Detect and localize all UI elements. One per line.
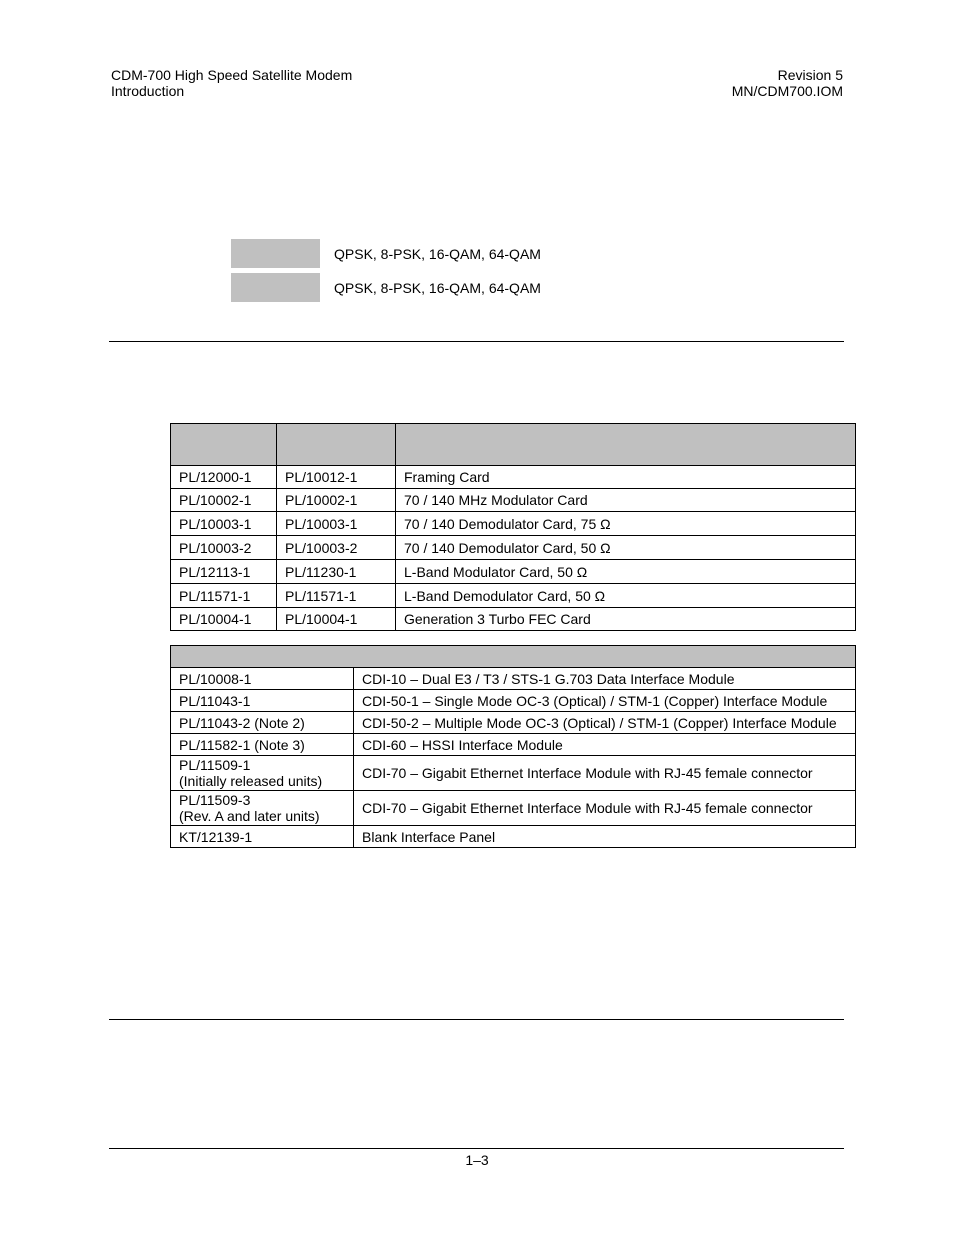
part-number: PL/11509-1 xyxy=(179,757,251,773)
footer-divider xyxy=(109,1148,844,1149)
table-header-cell xyxy=(277,424,396,466)
table-row xyxy=(171,690,856,712)
part-number-cell: PL/12113-1 xyxy=(171,560,277,584)
table-row xyxy=(171,668,856,690)
part-number-cell: PL/12000-1 xyxy=(171,466,277,489)
part-number-cell: PL/10003-2 xyxy=(277,536,396,560)
part-number-cell: PL/10002-1 xyxy=(171,489,277,512)
table-header-cell xyxy=(171,424,277,466)
interface-modules-table xyxy=(170,645,856,848)
table-row xyxy=(171,512,856,536)
modulation-types: QPSK, 8-PSK, 16-QAM, 64-QAM xyxy=(334,279,541,296)
part-number-cell: PL/11582-1 (Note 3) xyxy=(171,734,354,756)
modulation-types: QPSK, 8-PSK, 16-QAM, 64-QAM xyxy=(334,245,541,262)
modulation-label-cell xyxy=(231,273,320,302)
part-number-cell: PL/10004-1 xyxy=(277,608,396,631)
part-number-cell: PL/11043-2 (Note 2) xyxy=(171,712,354,734)
description-cell: Framing Card xyxy=(396,466,856,489)
part-number-cell: PL/10002-1 xyxy=(277,489,396,512)
table-row xyxy=(171,584,856,608)
part-number-cell: PL/11571-1 xyxy=(277,584,396,608)
revision-label: Revision 5 xyxy=(777,67,843,83)
description-cell: L-Band Demodulator Card, 50 Ω xyxy=(396,584,856,608)
description-cell: CDI-10 – Dual E3 / T3 / STS-1 G.703 Data Interface Module xyxy=(354,668,856,690)
description-cell: 70 / 140 MHz Modulator Card xyxy=(396,489,856,512)
description-cell: CDI-70 – Gigabit Ethernet Interface Module with RJ-45 female connector xyxy=(354,791,856,826)
document-title: CDM-700 High Speed Satellite Modem xyxy=(111,67,353,83)
description-cell: 70 / 140 Demodulator Card, 75 Ω xyxy=(396,512,856,536)
running-header-left xyxy=(111,67,352,99)
document-number: MN/CDM700.IOM xyxy=(731,83,843,99)
part-number-cell: PL/10012-1 xyxy=(277,466,396,489)
part-number-cell: KT/12139-1 xyxy=(171,826,354,848)
running-header-right xyxy=(732,67,843,99)
table-header-row xyxy=(171,646,856,668)
page-number: 1–3 xyxy=(465,1152,489,1168)
description-cell: CDI-50-2 – Multiple Mode OC-3 (Optical) / STM-1 (Copper) Interface Module xyxy=(354,712,856,734)
table-row xyxy=(171,734,856,756)
table-header-cell xyxy=(171,646,856,668)
description-cell: CDI-60 – HSSI Interface Module xyxy=(354,734,856,756)
section-divider xyxy=(109,341,844,342)
part-number-cell: PL/10003-1 xyxy=(171,512,277,536)
modulation-label-cell xyxy=(231,239,320,268)
description-cell: Generation 3 Turbo FEC Card xyxy=(396,608,856,631)
table-row xyxy=(171,536,856,560)
table-header-cell xyxy=(396,424,856,466)
modulation-row xyxy=(231,273,541,302)
part-number-cell: PL/11230-1 xyxy=(277,560,396,584)
part-number-cell: PL/11043-1 xyxy=(171,690,354,712)
part-number-cell: PL/10003-2 xyxy=(171,536,277,560)
table-row xyxy=(171,826,856,848)
table-row xyxy=(171,608,856,631)
table-row xyxy=(171,712,856,734)
part-number-cell xyxy=(171,756,354,791)
table-header-row xyxy=(171,424,856,466)
part-number-cell: PL/11571-1 xyxy=(171,584,277,608)
description-cell: L-Band Modulator Card, 50 Ω xyxy=(396,560,856,584)
table-row xyxy=(171,791,856,826)
chapter-title: Introduction xyxy=(111,83,185,99)
part-number-cell xyxy=(171,791,354,826)
part-number-cell: PL/10004-1 xyxy=(171,608,277,631)
table-row xyxy=(171,560,856,584)
part-note: (Initially released units) xyxy=(179,773,323,789)
description-cell: CDI-70 – Gigabit Ethernet Interface Module with RJ-45 female connector xyxy=(354,756,856,791)
table-row xyxy=(171,466,856,489)
part-number-cell: PL/10008-1 xyxy=(171,668,354,690)
description-cell: 70 / 140 Demodulator Card, 50 Ω xyxy=(396,536,856,560)
part-number-cell: PL/10003-1 xyxy=(277,512,396,536)
description-cell: Blank Interface Panel xyxy=(354,826,856,848)
table-row xyxy=(171,756,856,791)
part-number: PL/11509-3 xyxy=(179,792,251,808)
modulation-row xyxy=(231,239,541,268)
part-note: (Rev. A and later units) xyxy=(179,808,320,824)
cards-table xyxy=(170,423,856,631)
table-row xyxy=(171,489,856,512)
section-divider xyxy=(109,1019,844,1020)
description-cell: CDI-50-1 – Single Mode OC-3 (Optical) / STM-1 (Copper) Interface Module xyxy=(354,690,856,712)
